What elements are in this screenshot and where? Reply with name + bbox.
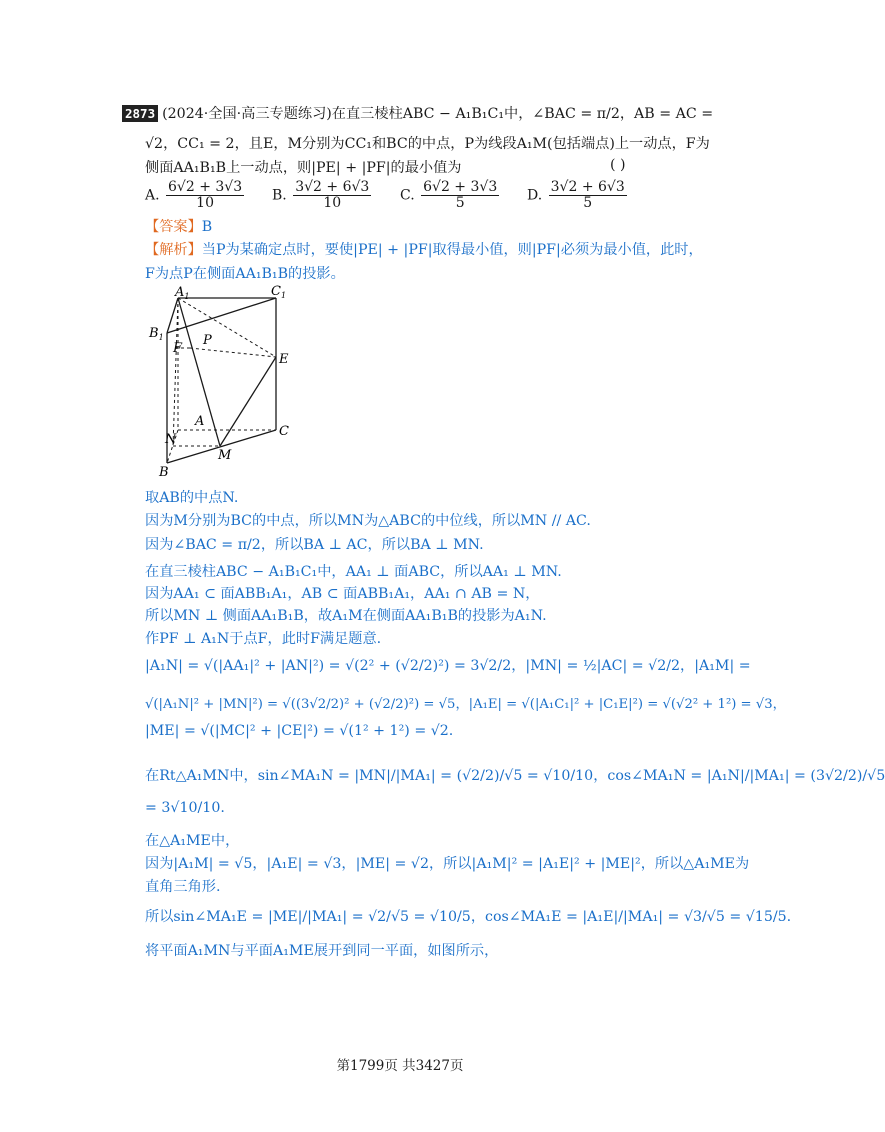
option-a-numerator: 6√2 + 3√3 <box>168 179 243 195</box>
label-f: F <box>173 341 183 356</box>
option-b-fraction <box>293 180 371 211</box>
option-d-denominator: 5 <box>583 195 593 211</box>
label-b1: $B_1$ <box>149 326 164 342</box>
analysis-line-7: 作PF ⊥ A₁N于点F，此时F满足题意. <box>145 631 382 647</box>
option-d <box>527 180 629 211</box>
answer-line <box>145 216 212 236</box>
option-d-label: D. <box>527 187 543 204</box>
option-b-numerator: 3√2 + 6√3 <box>295 179 370 195</box>
analysis-line-17: 将平面A₁MN与平面A₁ME展开到同一平面，如图所示， <box>145 943 499 959</box>
prism-figure <box>145 283 305 483</box>
option-c-numerator: 6√2 + 3√3 <box>423 179 498 195</box>
analysis-line-15: 直角三角形. <box>145 879 221 895</box>
label-e: E <box>279 352 289 367</box>
label-p: P <box>203 333 212 348</box>
analysis-line-6: 所以MN ⊥ 侧面AA₁B₁B，故A₁M在侧面AA₁B₁B的投影为A₁N. <box>145 608 547 624</box>
label-c1: $C_1$ <box>271 284 287 300</box>
analysis-line-13: 在△A₁ME中， <box>145 833 240 849</box>
option-d-numerator: 3√2 + 6√3 <box>550 179 625 195</box>
problem-line-3 <box>145 157 461 177</box>
problem-number-badge: 2873 <box>122 105 158 122</box>
analysis-intro-1 <box>145 239 703 259</box>
label-c: C <box>279 424 289 439</box>
analysis-line-9: √(|A₁N|² + |MN|²) = √((3√2/2)² + (√2/2)²) = √5，|A₁E| = √(|A₁C₁|² + |C₁E|²) = √(√2² + 1²) = √3， <box>145 697 786 712</box>
option-a <box>145 180 246 211</box>
option-a-fraction <box>166 180 244 211</box>
analysis-line-4: 在直三棱柱ABC − A₁B₁C₁中，AA₁ ⊥ 面ABC，所以AA₁ ⊥ MN. <box>145 564 562 580</box>
label-b: B <box>159 465 169 480</box>
analysis-line-14: 因为|A₁M| = √5，|A₁E| = √3，|ME| = √2，所以|A₁M|² = |A₁E|² + |ME|²，所以△A₁ME为 <box>145 856 750 872</box>
option-c <box>400 180 501 211</box>
label-a1: $A_1$ <box>175 285 190 301</box>
page-footer: 第1799页 共3427页 <box>336 1058 464 1074</box>
label-n: N <box>165 432 177 447</box>
problem-line-1 <box>122 103 713 123</box>
option-b-label: B. <box>272 187 287 204</box>
analysis-line-1: 取AB的中点N. <box>145 490 239 506</box>
analysis-line-8: |A₁N| = √(|AA₁|² + |AN|²) = √(2² + (√2/2)²) = 3√2/2，|MN| = ½|AC| = √2/2，|A₁M| = <box>145 658 751 674</box>
analysis-line-5: 因为AA₁ ⊂ 面ABB₁A₁，AB ⊂ 面ABB₁A₁，AA₁ ∩ AB = N， <box>145 586 540 602</box>
problem-line-1-text: (2024·全国·高三专题练习)在直三棱柱ABC − A₁B₁C₁中，∠BAC = π/2，AB = AC = <box>162 106 714 122</box>
option-b <box>272 180 373 211</box>
answer-tag: 【答案】 <box>145 219 202 235</box>
analysis-intro-1-text: 当P为某确定点时，要使|PE| + |PF|取得最小值，则|PF|必须为最小值，此时， <box>201 242 703 258</box>
analysis-intro-2: F为点P在侧面AA₁B₁B的投影。 <box>145 266 345 282</box>
label-a: A <box>195 414 205 429</box>
answer-paren: ( ) <box>610 157 626 173</box>
analysis-line-10: |ME| = √(|MC|² + |CE|²) = √(1² + 1²) = √2. <box>145 723 454 739</box>
analysis-line-16: 所以sin∠MA₁E = |ME|/|MA₁| = √2/√5 = √10/5，cos∠MA₁E = |A₁E|/|MA₁| = √3/√5 = √15/5. <box>145 909 792 925</box>
option-c-label: C. <box>400 187 415 204</box>
label-m: M <box>218 448 232 463</box>
analysis-line-3: 因为∠BAC = π/2，所以BA ⊥ AC，所以BA ⊥ MN. <box>145 537 484 553</box>
problem-line-3-text: 侧面AA₁B₁B上一动点，则|PE| + |PF|的最小值为 <box>145 160 462 176</box>
option-c-fraction <box>421 180 499 211</box>
analysis-tag: 【解析】 <box>145 242 202 258</box>
option-b-denominator: 10 <box>323 195 342 211</box>
problem-line-2: √2，CC₁ = 2，且E，M分别为CC₁和BC的中点，P为线段A₁M(包括端点)上一动点，F为 <box>145 136 710 152</box>
analysis-line-11: 在Rt△A₁MN中，sin∠MA₁N = |MN|/|MA₁| = (√2/2)/√5 = √10/10，cos∠MA₁N = |A₁N|/|MA₁| = (3√2/2)/√5 <box>145 768 885 784</box>
option-c-denominator: 5 <box>455 195 465 211</box>
option-d-fraction <box>549 180 627 211</box>
option-a-denominator: 10 <box>196 195 214 211</box>
answer-value: B <box>201 219 213 235</box>
option-a-label: A. <box>145 187 160 204</box>
analysis-line-2: 因为M分别为BC的中点，所以MN为△ABC的中位线，所以MN // AC. <box>145 513 591 529</box>
analysis-line-12: = 3√10/10. <box>145 800 225 816</box>
